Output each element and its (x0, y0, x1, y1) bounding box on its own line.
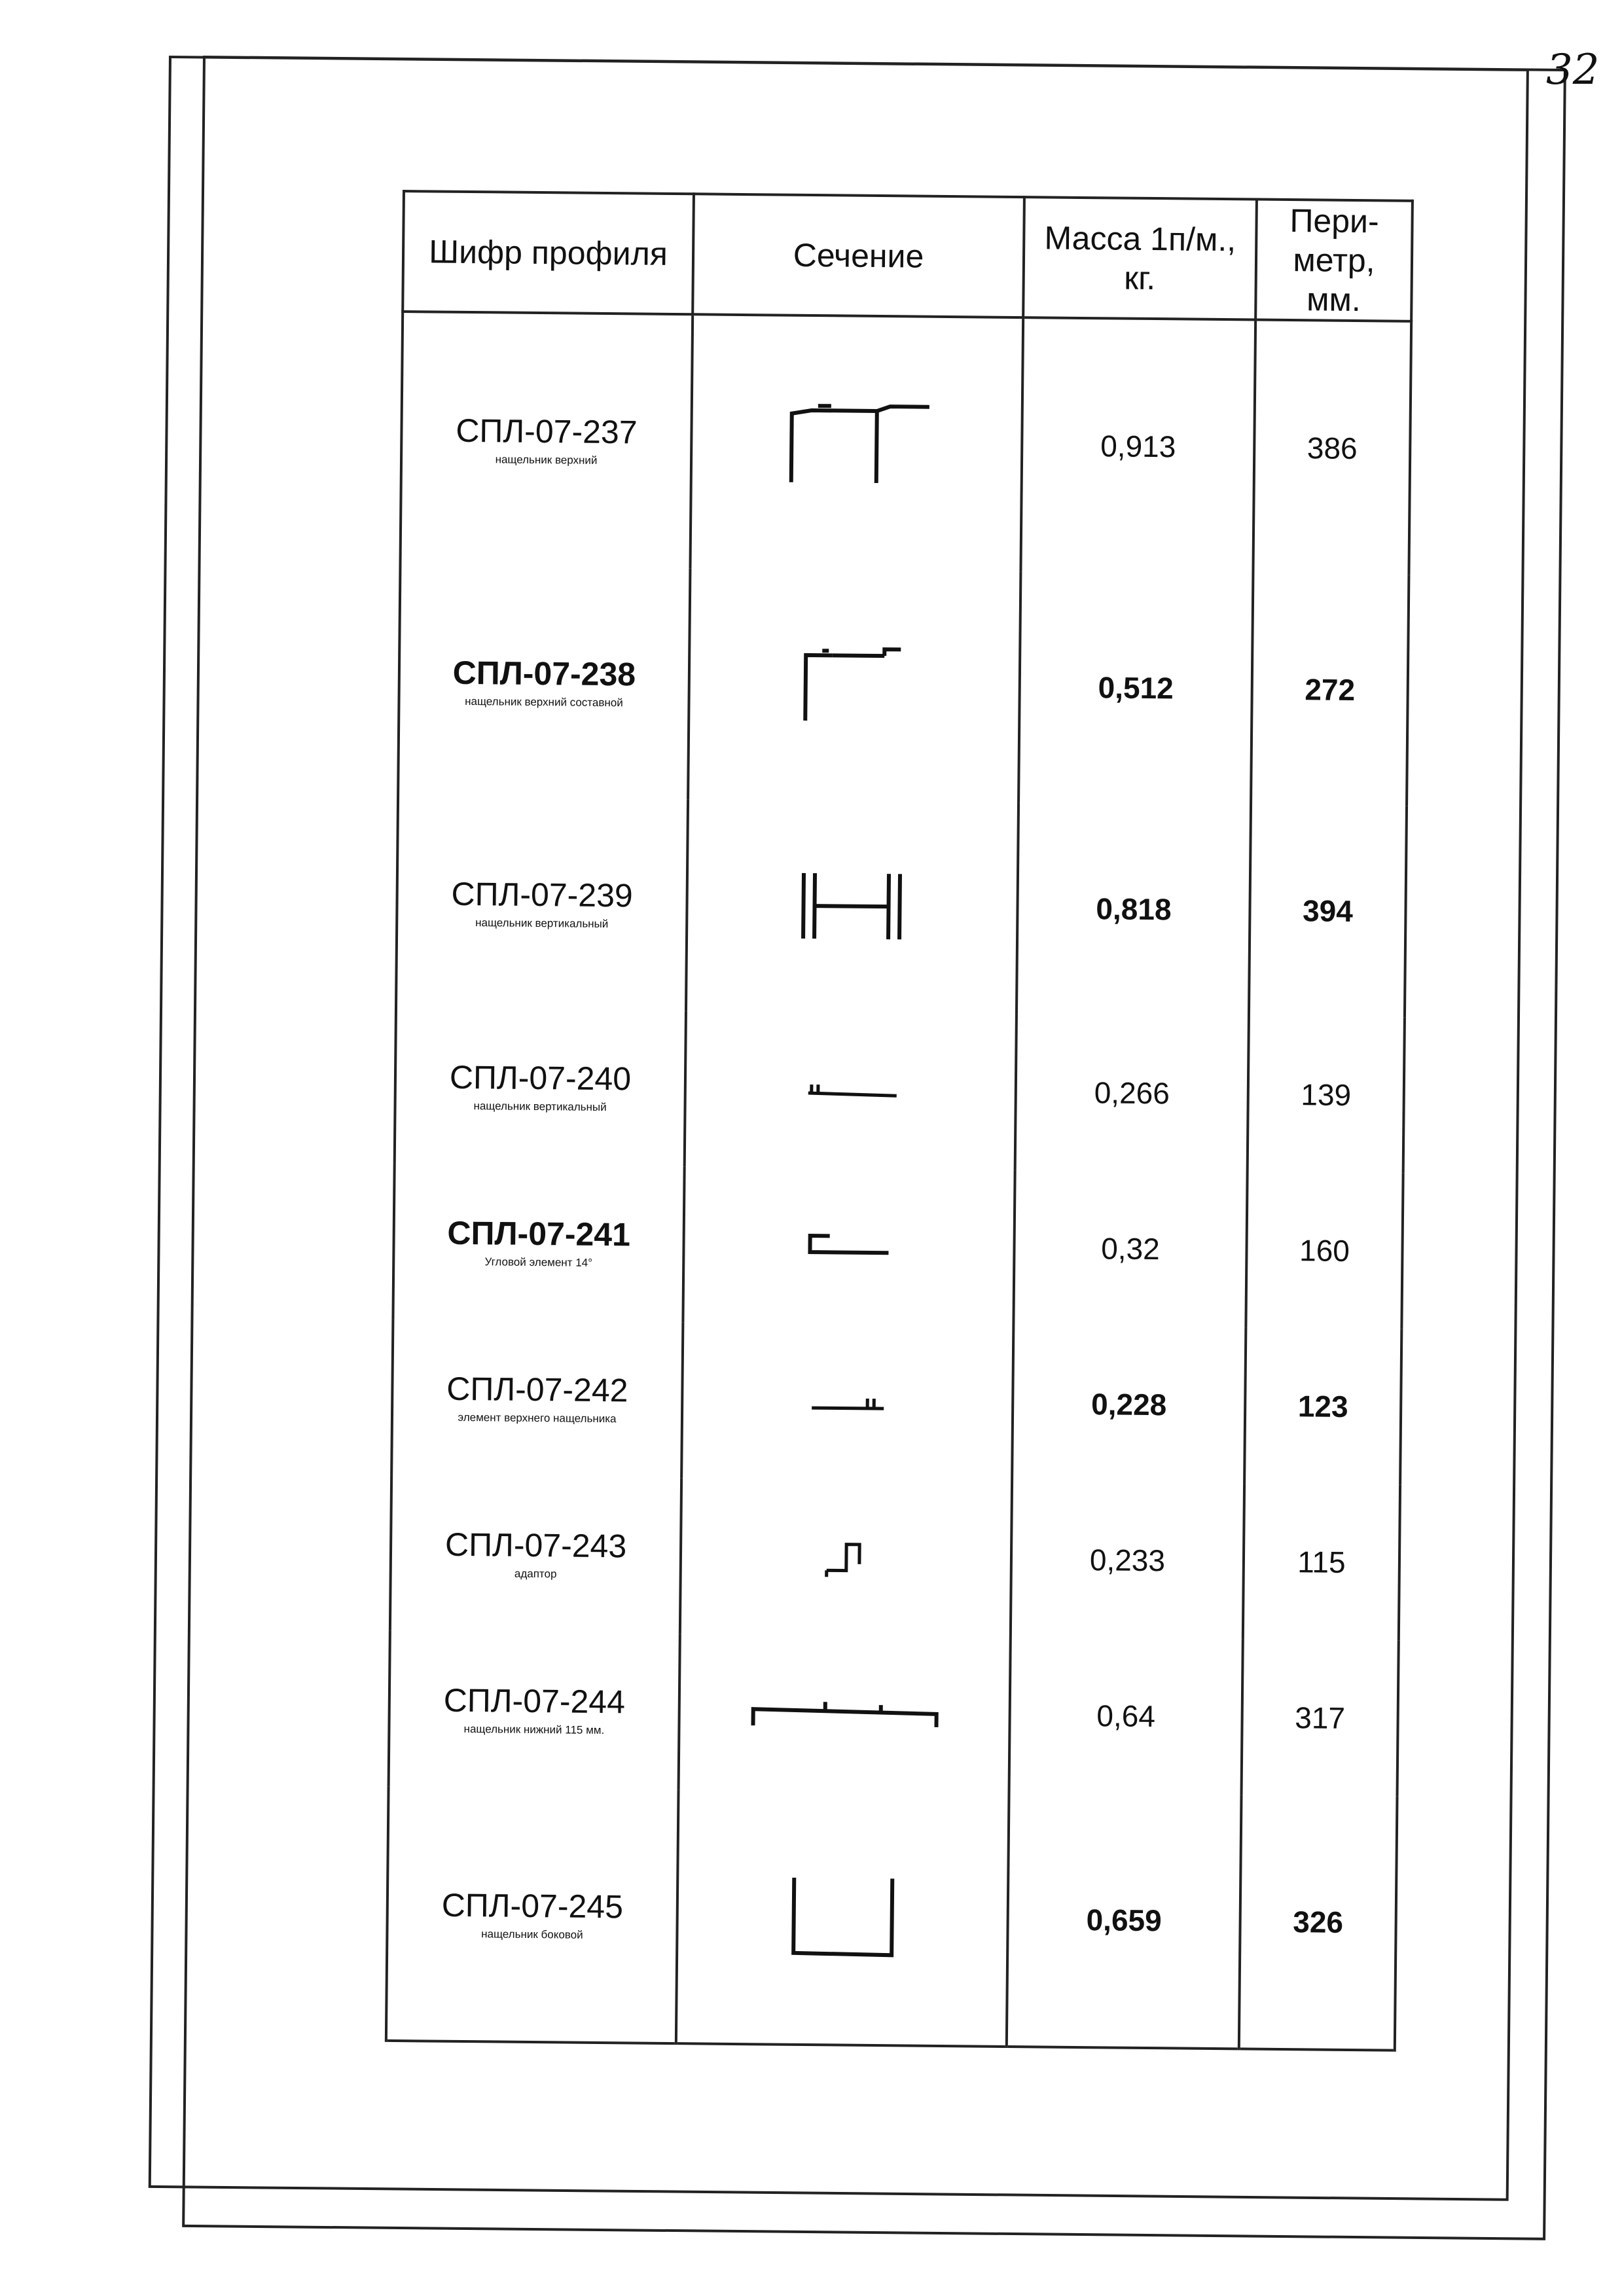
header-section: Сечение (693, 194, 1024, 317)
section-cell (680, 1478, 1012, 1637)
profile-desc: элемент верхнего нащельника (458, 1411, 617, 1426)
mass-value: 0,913 (1020, 317, 1255, 573)
perimeter-value: 272 (1251, 573, 1409, 806)
perimeter-value: 160 (1246, 1172, 1403, 1329)
section-cell (690, 314, 1023, 571)
profile-code: СПЛ-07-245 (441, 1886, 624, 1925)
profile-desc: нащельник вертикальный (473, 1100, 607, 1114)
header-mass-line1: Масса 1п/м., (1044, 219, 1236, 259)
section-drawing-icon (801, 1077, 899, 1103)
table-row (386, 1787, 1397, 2051)
section-cell (683, 1166, 1015, 1325)
section-drawing-icon (778, 400, 935, 486)
profile-desc: нащельник боковой (481, 1927, 583, 1941)
mass-value: 0,32 (1013, 1170, 1247, 1327)
profile-code: СПЛ-07-244 (443, 1682, 626, 1721)
table-row (390, 1475, 1400, 1641)
section-drawing-icon (823, 1534, 869, 1581)
perimeter-value: 394 (1249, 804, 1407, 1018)
profile-table (385, 190, 1414, 2052)
section-drawing-icon (793, 870, 911, 943)
profile-code: СПЛ-07-240 (449, 1059, 632, 1098)
perimeter-value: 115 (1243, 1483, 1400, 1640)
header-mass-line2: кг. (1124, 259, 1156, 297)
perimeter-value: 123 (1244, 1327, 1401, 1484)
table-row (389, 1631, 1399, 1797)
section-cell (686, 799, 1018, 1014)
profile-code-cell (386, 1787, 679, 2043)
perimeter-value: 386 (1253, 320, 1411, 575)
profile-code-cell (398, 565, 690, 799)
profile-desc: адаптор (514, 1568, 557, 1581)
mass-value: 0,659 (1007, 1793, 1242, 2049)
profile-code-cell (400, 312, 693, 568)
section-cell (685, 1011, 1017, 1170)
header-perimeter-line3: мм. (1306, 281, 1361, 319)
profile-code: СПЛ-07-241 (447, 1215, 631, 1253)
table-row (395, 1008, 1405, 1174)
section-drawing-icon (808, 1388, 887, 1415)
profile-code: СПЛ-07-238 (452, 654, 636, 693)
mass-value: 0,512 (1018, 571, 1253, 804)
profile-code-cell (393, 1164, 684, 1322)
profile-desc: нащельник верхний составной (465, 694, 623, 709)
section-cell (681, 1322, 1013, 1481)
header-mass (1023, 197, 1257, 319)
profile-desc: Угловой элемент 14° (484, 1255, 593, 1270)
mass-value: 0,64 (1009, 1637, 1243, 1795)
section-cell (688, 568, 1020, 802)
mass-value: 0,228 (1012, 1325, 1246, 1483)
section-cell (676, 1789, 1009, 2047)
table-row (398, 565, 1409, 806)
profile-code: СПЛ-07-239 (451, 875, 634, 914)
page-number: 32 (1546, 46, 1600, 94)
profile-code: СПЛ-07-243 (444, 1526, 627, 1565)
table-header-row (403, 191, 1413, 321)
profile-code-cell (395, 1008, 686, 1166)
mass-value: 0,266 (1015, 1014, 1249, 1172)
perimeter-value: 317 (1242, 1639, 1399, 1796)
section-drawing-icon (803, 1229, 895, 1263)
section-drawing-icon (795, 645, 914, 725)
section-drawing-icon (787, 1874, 899, 1961)
header-perimeter-line1: Пери- (1289, 202, 1379, 240)
profile-code: СПЛ-07-242 (446, 1371, 628, 1409)
header-code: Шифр профиля (403, 191, 694, 314)
table-row (391, 1319, 1401, 1485)
header-perimeter-line2: метр, (1293, 242, 1375, 279)
profile-table-container (385, 190, 1414, 2052)
profile-code-cell (391, 1319, 683, 1478)
profile-code-cell (390, 1475, 681, 1634)
profile-code-cell (389, 1631, 680, 1789)
profile-code-cell (396, 797, 688, 1011)
section-drawing-icon (749, 1696, 939, 1731)
table-row (396, 797, 1407, 1018)
table-row (400, 312, 1411, 575)
profile-desc: нащельник верхний (495, 453, 598, 467)
perimeter-value: 139 (1248, 1016, 1405, 1173)
table-row (393, 1164, 1403, 1329)
section-cell (679, 1634, 1011, 1793)
profile-code: СПЛ-07-237 (456, 412, 638, 451)
perimeter-value: 326 (1239, 1795, 1397, 2050)
profile-desc: нащельник нижний 115 мм. (463, 1723, 605, 1737)
profile-desc: нащельник вертикальный (475, 916, 609, 930)
mass-value: 0,818 (1017, 802, 1251, 1016)
mass-value: 0,233 (1011, 1481, 1244, 1639)
header-perimeter (1255, 200, 1413, 321)
